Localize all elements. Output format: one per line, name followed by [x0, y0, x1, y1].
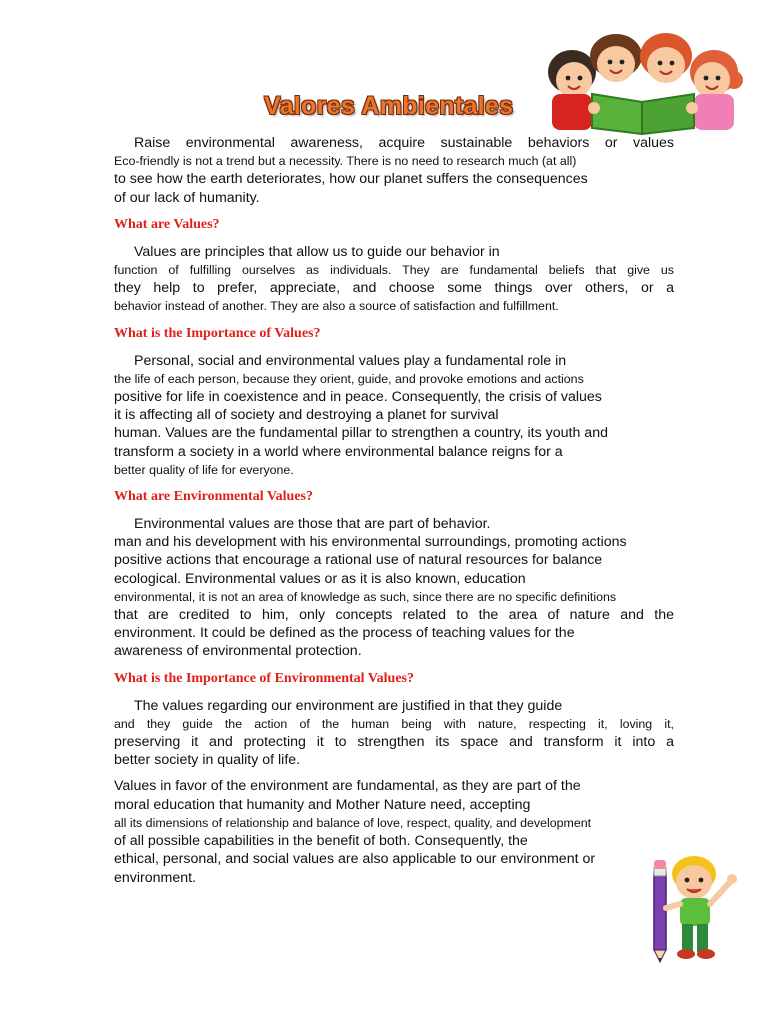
paragraph-line: human. Values are the fundamental pillar to strengthen a country, its youth and — [114, 425, 608, 442]
paragraph-line: Environmental values are those that are part of behavior. — [134, 516, 491, 533]
paragraph-line: man and his development with his environmental surroundings, promoting actions — [114, 534, 627, 551]
paragraph-gap — [114, 769, 674, 777]
paragraph-line: transform a society in a world where environmental balance reigns for a — [114, 443, 563, 460]
boy-with-pencil-illustration — [632, 852, 754, 964]
paragraph-line: better quality of life for everyone. — [114, 462, 294, 477]
intro-line: to see how the earth deteriorates, how our planet suffers the consequences — [114, 171, 588, 188]
document-title: Valores Ambientales — [264, 92, 514, 120]
section-heading: What is the Importance of Values? — [114, 325, 321, 341]
paragraph-line: environmental, it is not an area of knowledge as such, since there are no specific definitions — [114, 589, 617, 604]
paragraph-line: function of fulfilling ourselves as individuals. They are fundamental beliefs that give us — [114, 263, 674, 278]
paragraph-line: of all possible capabilities in the benefit of both. Consequently, the — [114, 833, 528, 850]
document-body — [114, 134, 674, 887]
paragraph-line: positive for life in coexistence and in peace. Consequently, the crisis of values — [114, 389, 602, 406]
paragraph-line: better society in quality of life. — [114, 752, 301, 769]
paragraph-line: awareness of environmental protection. — [114, 643, 362, 660]
paragraph-line: that are credited to him, only concepts related to the area of nature and the — [114, 607, 674, 624]
kids-reading-book-illustration — [544, 18, 744, 136]
paragraph-line: ecological. Environmental values or as it is also known, education — [114, 570, 526, 587]
section-heading: What is the Importance of Environmental Values? — [114, 670, 414, 686]
paragraph-line: all its dimensions of relationship and balance of love, respect, quality, and development — [114, 815, 592, 830]
paragraph-line: they help to prefer, appreciate, and choose some things over others, or a — [114, 280, 674, 297]
paragraph-line: Personal, social and environmental values play a fundamental role in — [134, 352, 567, 369]
paragraph-line: positive actions that encourage a rational use of natural resources for balance — [114, 552, 603, 569]
intro-line: of our lack of humanity. — [114, 189, 260, 206]
paragraph-line: environment. — [114, 869, 197, 886]
paragraph-line: the life of each person, because they orient, guide, and provoke emotions and actions — [114, 371, 584, 386]
paragraph-line: Values are principles that allow us to guide our behavior in — [134, 243, 500, 260]
paragraph-line: behavior instead of another. They are also a source of satisfaction and fulfillment. — [114, 299, 559, 314]
paragraph-line: environment. It could be defined as the process of teaching values for the — [114, 625, 575, 642]
paragraph-line: and they guide the action of the human being with nature, respecting it, loving it, — [114, 716, 674, 731]
paragraph-line: moral education that humanity and Mother Nature need, accepting — [114, 796, 531, 813]
paragraph-line: ethical, personal, and social values are also applicable to our environment or — [114, 851, 596, 868]
paragraph-line: Values in favor of the environment are fundamental, as they are part of the — [114, 778, 581, 795]
intro-line: Raise environmental awareness, acquire sustainable behaviors or values — [134, 135, 674, 151]
intro-line: Eco-friendly is not a trend but a necessity. There is no need to research much (at all) — [114, 154, 577, 169]
paragraph-line: preserving it and protecting it to strengthen its space and transform it into a — [114, 734, 674, 751]
section-heading: What are Values? — [114, 216, 220, 232]
paragraph-line: it is affecting all of society and destroying a planet for survival — [114, 407, 499, 424]
section-heading: What are Environmental Values? — [114, 489, 314, 505]
paragraph-line: The values regarding our environment are justified in that they guide — [134, 697, 563, 714]
